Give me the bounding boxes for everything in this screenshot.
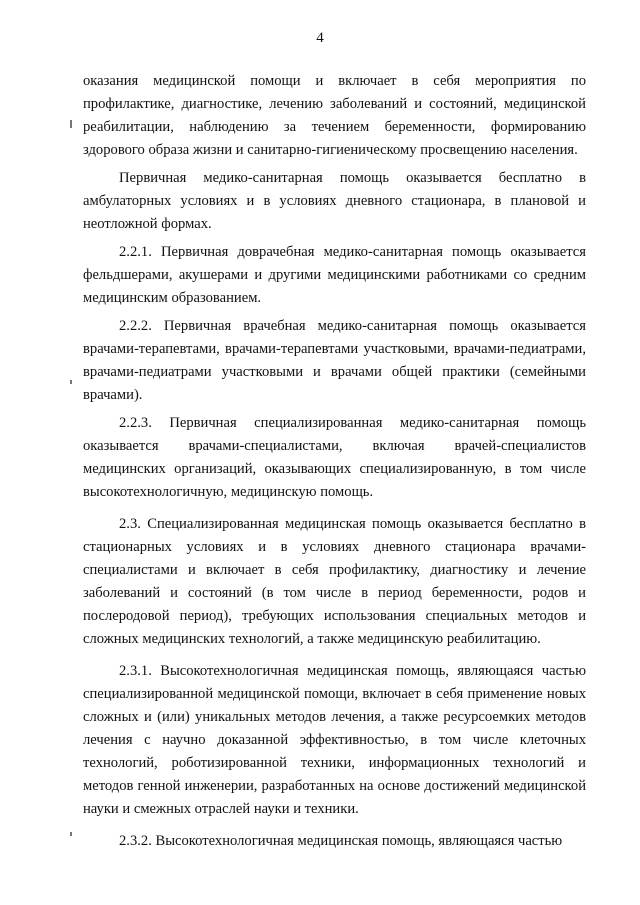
paragraph: 2.3.1. Высокотехнологичная медицинская помощь, являющаяся частью специализированной медицинской помощи, включает в себя применение новых сложных и (или) уникальных методов лечения, а также ресурсоемких методов лечения с научно доказанной эффективностью, в том числе клеточных технологий, роботизированной техники, информационных технологий и методов генной инженерии, разработанных на основе достижений медицинской науки и смежных отраслей науки и техники. (83, 663, 586, 817)
paragraph: 2.2.1. Первичная доврачебная медико-санитарная помощь оказывается фельдшерами, акушерами и другими медицинскими работниками со средним медицинским образованием. (83, 244, 586, 306)
paragraph: 2.3. Специализированная медицинская помощь оказывается бесплатно в стационарных условиях и в условиях дневного стационара врачами-специалистами и включает в себя профилактику, диагностику и лечение заболеваний и состояний (в том числе в период беременности, родов и послеродовой период), требующих использования специальных методов и сложных медицинских технологий, а также медицинскую реабилитацию. (83, 516, 586, 647)
page-number: 4 (316, 30, 324, 46)
scan-mark (70, 380, 72, 384)
paragraph: оказания медицинской помощи и включает в себя мероприятия по профилактике, диагностике, лечению заболеваний и состояний, медицинской реабилитации, наблюдению за течением беременности, формированию здорового образа жизни и санитарно-гигиеническому просвещению населения. (83, 73, 586, 158)
document-body (83, 70, 586, 853)
scan-mark (70, 832, 72, 836)
paragraph: 2.3.2. Высокотехнологичная медицинская помощь, являющаяся частью (119, 833, 563, 849)
paragraph: 2.2.3. Первичная специализированная медико-санитарная помощь оказывается врачами-специалистами, включая врачей-специалистов медицинских организаций, оказывающих специализированную, в том числе высокотехнологичную, медицинскую помощь. (83, 415, 586, 500)
paragraph: 2.2.2. Первичная врачебная медико-санитарная помощь оказывается врачами-терапевтами, врачами-терапевтами участковыми, врачами-педиатрами, врачами-педиатрами участковыми и врачами общей практики (семейными врачами). (83, 318, 586, 403)
paragraph: Первичная медико-санитарная помощь оказывается бесплатно в амбулаторных условиях и в условиях дневного стационара, в плановой и неотложной формах. (83, 170, 586, 232)
scan-mark (70, 120, 72, 128)
